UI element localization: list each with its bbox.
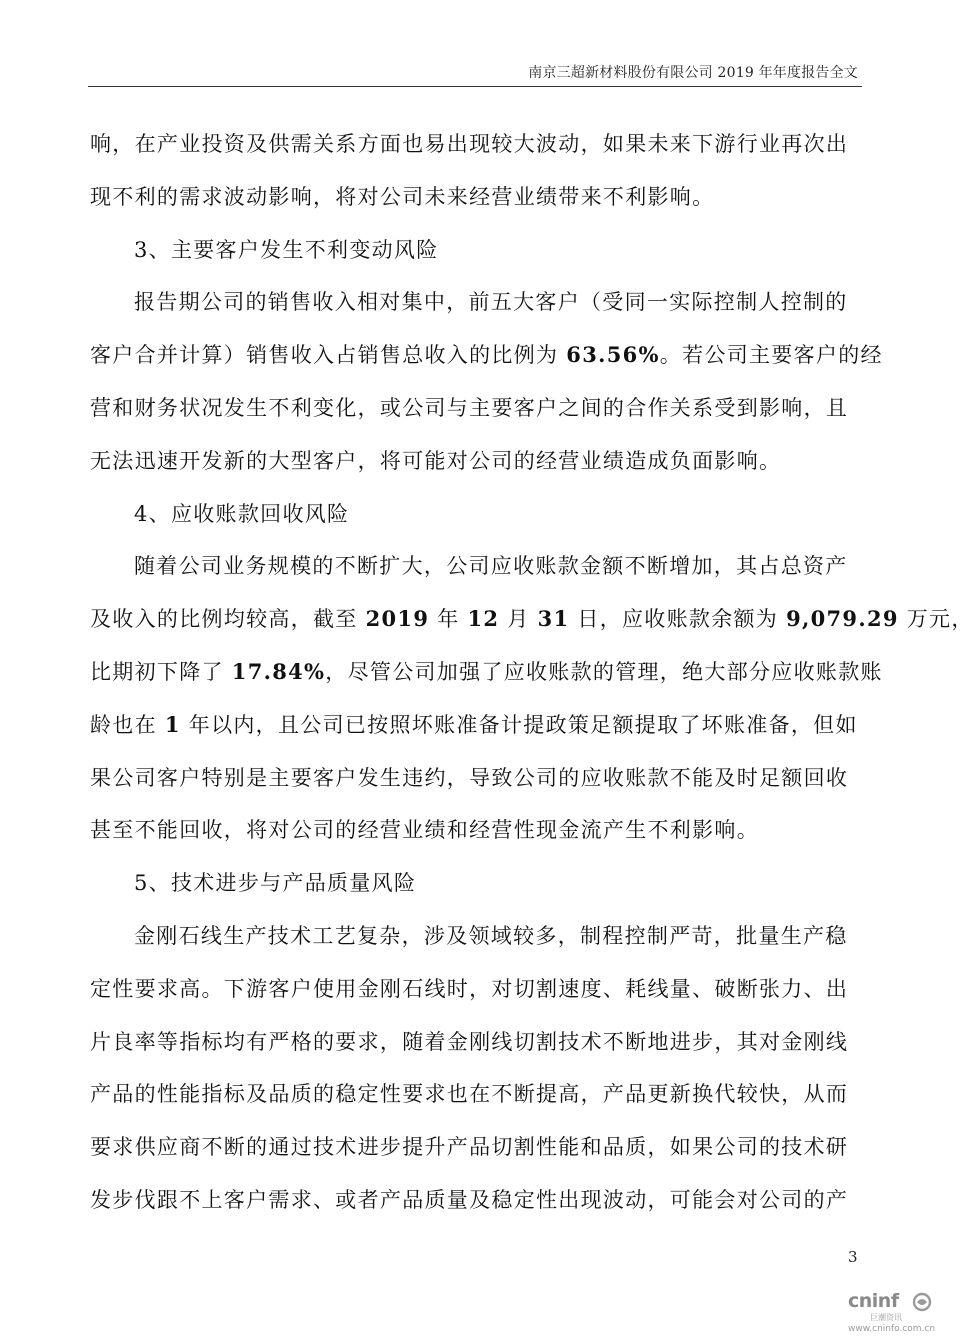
watermark-brand: cninf bbox=[848, 1290, 899, 1312]
section-heading-5: 5、技术进步与产品质量风险 bbox=[134, 871, 417, 896]
watermark-cn-label: 巨潮资讯 bbox=[870, 1313, 902, 1322]
numeric-value: 2019 bbox=[365, 606, 430, 632]
paragraph-line: 随着公司业务规模的不断扩大，公司应收账款金额不断增加，其占总资产 bbox=[134, 554, 848, 579]
paragraph-line: 报告期公司的销售收入相对集中，前五大客户（受同一实际控制人控制的 bbox=[134, 290, 848, 315]
page-number: 3 bbox=[848, 1248, 858, 1266]
paragraph-line: 产品的性能指标及品质的稳定性要求也在不断提高，产品更新换代较快，从而 bbox=[90, 1082, 849, 1107]
paragraph-line: 定性要求高。下游客户使用金刚石线时，对切割速度、耗线量、破断张力、出 bbox=[90, 976, 849, 1001]
document-body bbox=[90, 118, 974, 1227]
numeric-value: 17.84% bbox=[231, 658, 326, 684]
paragraph-line: 金刚石线生产技术工艺复杂，涉及领域较多，制程控制严苛，批量生产稳 bbox=[134, 923, 848, 948]
cninfo-logo-icon bbox=[912, 1292, 932, 1312]
paragraph-line: 响，在产业投资及供需关系方面也易出现较大波动，如果未来下游行业再次出 bbox=[90, 132, 849, 156]
paragraph-line: 片良率等指标均有严格的要求，随着金刚线切割技术不断地进步，其对金刚线 bbox=[90, 1029, 849, 1054]
paragraph-line: 比期初下降了 17.84%，尽管公司加强了应收账款的管理，绝大部分应收账款账 bbox=[90, 658, 883, 684]
watermark-url: www.cninfo.com.cn bbox=[848, 1324, 936, 1334]
numeric-value: 63.56% bbox=[566, 342, 660, 368]
cninfo-watermark bbox=[840, 1290, 940, 1338]
numeric-value: 9,079.29 bbox=[786, 606, 899, 632]
paragraph-line: 营和财务状况发生不利变化，或公司与主要客户之间的合作关系受到影响，且 bbox=[90, 395, 849, 420]
section-heading-3: 3、主要客户发生不利变动风险 bbox=[134, 237, 439, 262]
paragraph-line: 及收入的比例均较高，截至 2019 年 12 月 31 日，应收账款余额为 9,079.29 万元， bbox=[90, 606, 974, 632]
paragraph-line: 发步伐跟不上客户需求、或者产品质量及稳定性出现波动，可能会对公司的产 bbox=[90, 1187, 849, 1212]
paragraph-line: 果公司客户特别是主要客户发生违约，导致公司的应收账款不能及时足额回收 bbox=[90, 765, 849, 790]
paragraph-line: 龄也在 1 年以内，且公司已按照坏账准备计提政策足额提取了坏账准备，但如 bbox=[90, 711, 858, 737]
paragraph-line: 现不利的需求波动影响，将对公司未来经营业绩带来不利影响。 bbox=[90, 184, 715, 209]
numeric-value: 31 bbox=[537, 606, 570, 632]
paragraph-line: 要求供应商不断的通过技术进步提升产品切割性能和品质，如果公司的技术研 bbox=[90, 1135, 849, 1160]
paragraph-line: 甚至不能回收，将对公司的经营业绩和经营性现金流产生不利影响。 bbox=[90, 818, 759, 843]
header-divider bbox=[88, 86, 862, 87]
section-heading-4: 4、应收账款回收风险 bbox=[134, 501, 350, 526]
paragraph-line: 无法迅速开发新的大型客户，将可能对公司的经营业绩造成负面影响。 bbox=[90, 448, 782, 473]
page-header-title: 南京三超新材料股份有限公司 2019 年年度报告全文 bbox=[528, 65, 858, 81]
numeric-value: 12 bbox=[467, 606, 500, 632]
paragraph-line: 客户合并计算）销售收入占销售总收入的比例为 63.56%。若公司主要客户的经 bbox=[90, 342, 883, 368]
numeric-value: 1 bbox=[164, 711, 181, 737]
